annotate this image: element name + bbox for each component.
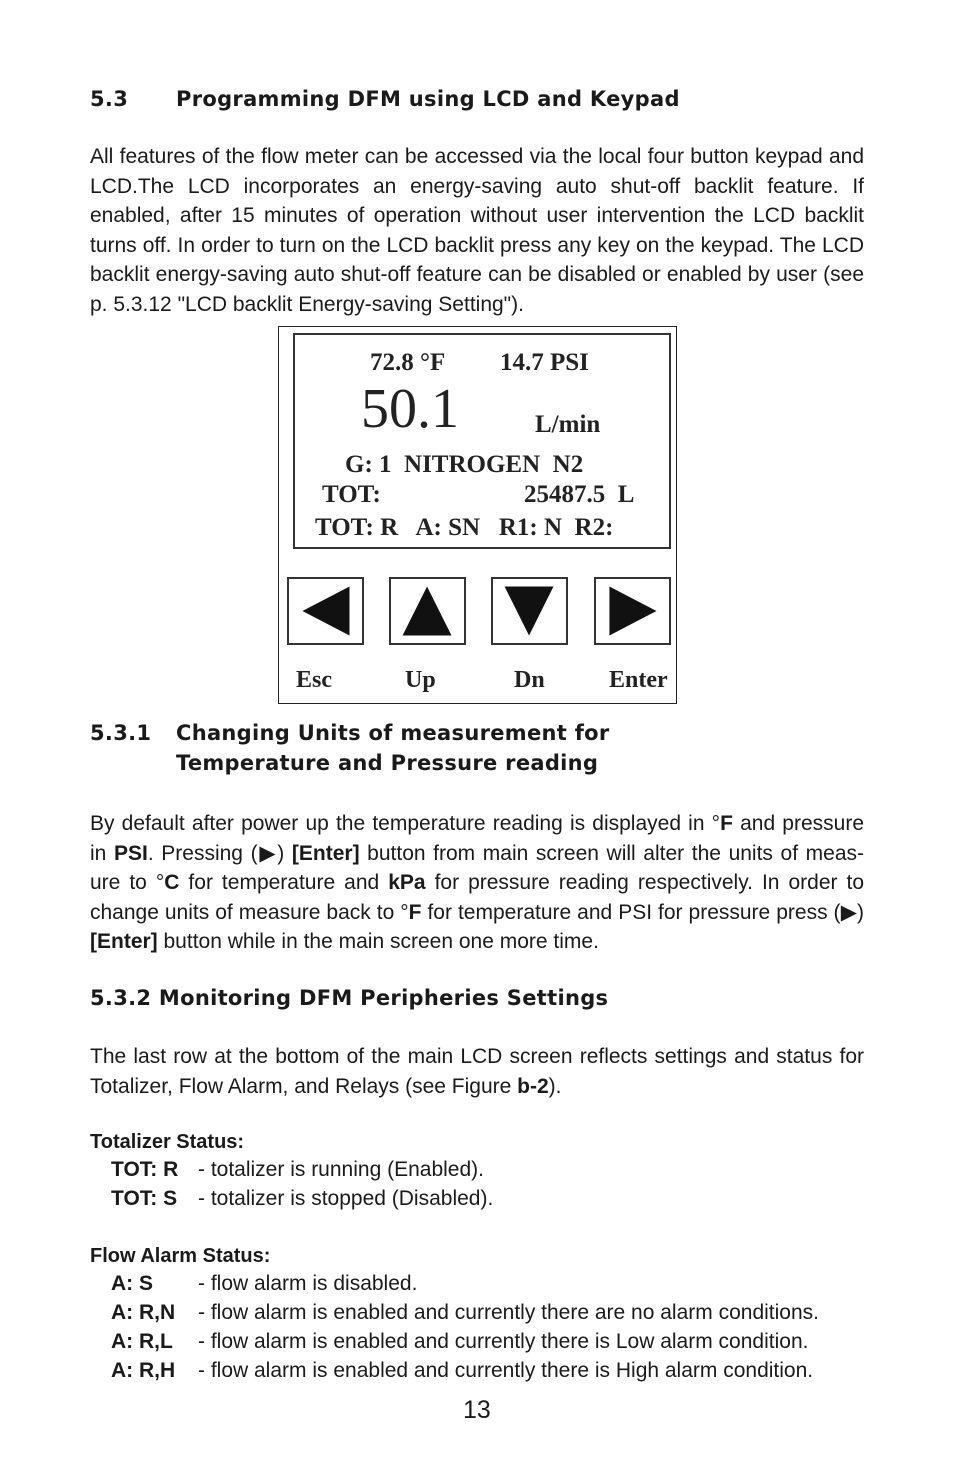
status-row: TOT: S - totalizer is stopped (Disabled). <box>111 1187 494 1210</box>
up-triangle-icon <box>391 579 464 643</box>
up-key-label: Up <box>405 667 436 693</box>
right-triangle-icon <box>596 579 669 643</box>
status-row: A: R,N - flow alarm is enabled and currently there are no alarm conditions. <box>111 1301 819 1324</box>
lcd-tot-label: TOT: <box>322 481 381 508</box>
status-row: A: R,L - flow alarm is enabled and currently there is Low alarm condition. <box>111 1330 809 1353</box>
section-number: 5.3 <box>90 87 129 111</box>
lcd-keypad-figure <box>278 326 677 704</box>
subsection-531-title-line2: Temperature and Pressure reading <box>176 751 599 775</box>
intro-paragraph: All features of the flow meter can be accessed via the local four button keypad and LCD.The LCD incorporates an energy-saving auto shut-off backlit feature. If enabled, after 15 minutes of operation without user intervention the LCD backlit turns off. In order to turn on the LCD backlit press any key on the keypad. The LCD backlit energy-saving auto shut-off feature can be disabled or enabled by user (see p. 5.3.12 "LCD backlit Energy-saving Setting"). <box>90 145 864 316</box>
lcd-tot-value: 25487.5 L <box>524 481 635 508</box>
peripheries-paragraph: The last row at the bottom of the main LCD screen reflects settings and status for Totalizer, Flow Alarm, and Relays (see Figure b-2). <box>90 1045 864 1098</box>
lcd-temperature: 72.8 °F <box>370 349 446 376</box>
section-title: Programming DFM using LCD and Keypad <box>176 87 680 111</box>
subsection-531-number: 5.3.1 <box>90 721 152 745</box>
down-triangle-icon <box>493 579 566 643</box>
lcd-status-line: TOT: R A: SN R1: N R2: <box>315 514 614 541</box>
enter-key-label: Enter <box>609 667 668 693</box>
left-triangle-icon <box>289 579 362 643</box>
lcd-pressure: 14.7 PSI <box>500 349 589 376</box>
lcd-flow-value: 50.1 <box>361 378 459 440</box>
subsection-531-heading <box>90 721 610 745</box>
esc-key-label: Esc <box>296 667 332 693</box>
subsection-531-title-line1: Changing Units of measurement for <box>176 721 610 745</box>
lcd-flow-unit: L/min <box>535 411 601 438</box>
up-key[interactable] <box>389 577 466 645</box>
lcd-gas-line: G: 1 NITROGEN N2 <box>345 451 584 478</box>
page-number: 13 <box>463 1396 491 1424</box>
flow-alarm-status-heading: Flow Alarm Status: <box>90 1245 271 1267</box>
down-key[interactable] <box>491 577 568 645</box>
status-row: A: R,H - flow alarm is enabled and currently there is High alarm condition. <box>111 1359 814 1382</box>
units-paragraph: By default after power up the temperature reading is displayed in °F and pressure in PSI. Pressing (▶) [Enter] button from main screen will alter the units of meas-ure to °C for temperature and kPa for pressure reading respectively. In order to change units of measure back to °F for temperature and PSI for pressure press (▶) [Enter] button while in the main screen one more time. <box>90 812 865 953</box>
status-row: TOT: R - totalizer is running (Enabled). <box>111 1158 484 1181</box>
totalizer-status-heading: Totalizer Status: <box>90 1131 245 1153</box>
lcd-screen <box>293 333 671 549</box>
subsection-532-heading: 5.3.2 Monitoring DFM Peripheries Settings <box>90 986 609 1010</box>
status-row: A: S - flow alarm is disabled. <box>111 1272 418 1295</box>
dn-key-label: Dn <box>514 667 545 693</box>
enter-key[interactable] <box>594 577 671 645</box>
section-heading <box>90 87 680 111</box>
esc-key[interactable] <box>287 577 364 645</box>
